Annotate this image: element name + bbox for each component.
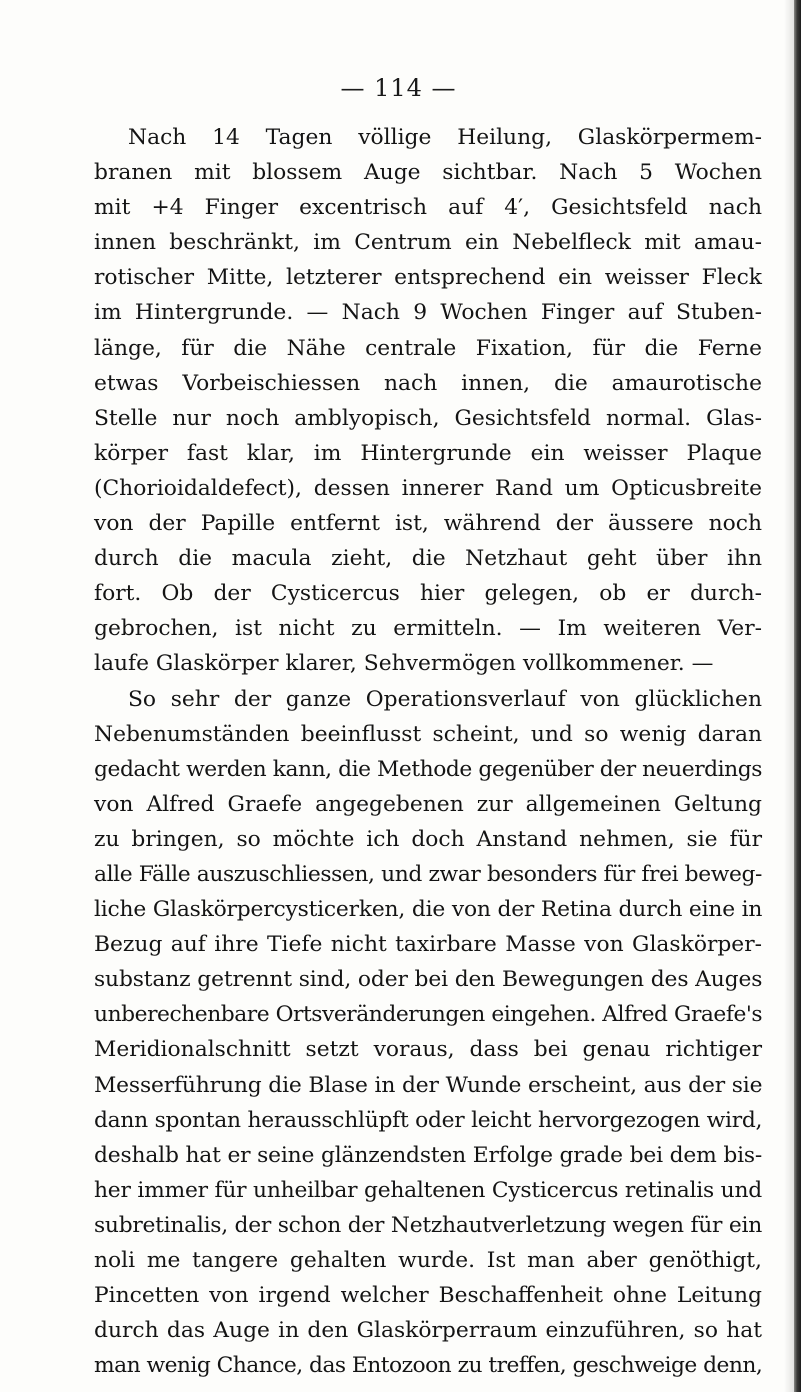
text-line: So sehr der ganze Operationsverlauf von glücklichen bbox=[128, 686, 762, 712]
text-line: substanz getrennt sind, oder bei den Bewegungen des Auges bbox=[94, 967, 763, 993]
body-text bbox=[94, 120, 762, 1383]
text-line: körper fast klar, im Hintergrunde ein weisser Plaque bbox=[94, 440, 762, 466]
text-line: her immer für unheilbar gehaltenen Cysticercus retinalis und bbox=[94, 1177, 762, 1203]
text-line: laufe Glaskörper klarer, Sehvermögen vollkommener. — bbox=[94, 651, 714, 677]
text-line: Pincetten von irgend welcher Beschaffenheit ohne Leitung bbox=[94, 1283, 762, 1309]
text-line: dann spontan herausschlüpft oder leicht hervorgezogen wird, bbox=[94, 1107, 763, 1133]
text-line: fort. Ob der Cysticercus hier gelegen, ob er durch- bbox=[94, 581, 762, 607]
text-line: länge, für die Nähe centrale Fixation, für die Ferne bbox=[94, 335, 762, 361]
text-line: man wenig Chance, das Entozoon zu treffen, geschweige denn, bbox=[94, 1353, 763, 1379]
text-line: deshalb hat er seine glänzendsten Erfolge grade bei dem bis- bbox=[94, 1142, 763, 1168]
text-line: durch die macula zieht, die Netzhaut geht über ihn bbox=[94, 546, 762, 572]
page-number: — 114 — bbox=[340, 74, 457, 102]
text-line: noli me tangere gehalten wurde. Ist man aber genöthigt, bbox=[94, 1248, 762, 1273]
text-line: Messerführung die Blase in der Wunde erscheint, aus der sie bbox=[94, 1072, 763, 1098]
text-line: zu bringen, so möchte ich doch Anstand nehmen, sie für bbox=[94, 826, 762, 852]
text-line: Nebenumständen beeinflusst scheint, und so wenig daran bbox=[94, 721, 762, 747]
text-line: durch das Auge in den Glaskörperraum einzuführen, so hat bbox=[94, 1318, 762, 1344]
text-line: gedacht werden kann, die Methode gegenüber der neuerdings bbox=[94, 756, 762, 782]
text-line: Bezug auf ihre Tiefe nicht taxirbare Masse von Glaskörper- bbox=[94, 932, 762, 958]
text-line: (Chorioidaldefect), dessen innerer Rand um Opticusbreite bbox=[94, 475, 762, 501]
text-line: im Hintergrunde. — Nach 9 Wochen Finger auf Stuben- bbox=[94, 300, 762, 326]
text-line: etwas Vorbeischiessen nach innen, die amaurotische bbox=[94, 370, 762, 396]
text-line: branen mit blossem Auge sichtbar. Nach 5 Wochen bbox=[94, 160, 762, 186]
text-line: Meridionalschnitt setzt voraus, dass bei genau richtiger bbox=[94, 1037, 762, 1063]
text-line: gebrochen, ist nicht zu ermitteln. — Im weiteren Ver- bbox=[94, 616, 762, 642]
text-line: unberechenbare Ortsveränderungen eingehen. Alfred Graefe's bbox=[94, 1002, 763, 1028]
text-line: von der Papille entfernt ist, während der äussere noch bbox=[94, 511, 762, 537]
text-line: innen beschränkt, im Centrum ein Nebelfleck mit amau- bbox=[94, 230, 762, 256]
text-line: von Alfred Graefe angegebenen zur allgemeinen Geltung bbox=[94, 791, 762, 817]
text-line: alle Fälle auszuschliessen, und zwar besonders für frei beweg- bbox=[94, 861, 762, 887]
text-line: Stelle nur noch amblyopisch, Gesichtsfeld normal. Glas- bbox=[94, 405, 762, 431]
text-line: mit +4 Finger excentrisch auf 4′, Gesichtsfeld nach bbox=[94, 195, 762, 221]
scan-edge bbox=[794, 0, 801, 1392]
text-line: liche Glaskörpercysticerken, die von der Retina durch eine in bbox=[94, 897, 763, 923]
text-line: rotischer Mitte, letzterer entsprechend ein weisser Fleck bbox=[94, 265, 762, 291]
text-line: Nach 14 Tagen völlige Heilung, Glaskörpermem- bbox=[128, 125, 762, 150]
scan-edge-shadow bbox=[784, 0, 794, 1392]
text-line: subretinalis, der schon der Netzhautverletzung wegen für ein bbox=[94, 1212, 762, 1238]
